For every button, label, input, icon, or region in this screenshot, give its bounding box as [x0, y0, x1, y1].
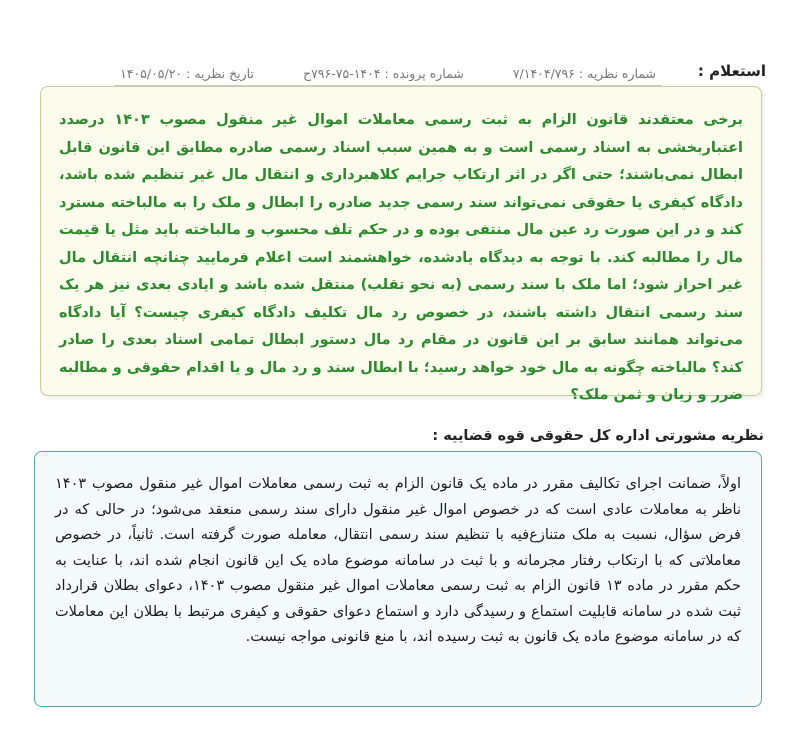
opinion-text: اولاً، ضمانت اجرای تکالیف مقرر در ماده یک قانون الزام به ثبت رسمی معاملات اموال غیر منقول مصوب ۱۴۰۳ ناظر به معاملات عادی است که در خصوص اموال غیر منقول دارای سند رسمی منعقد می‌شود؛ در حالی که در فرض سؤال، نسبت به ملک متنازع‌فیه با تنظیم سند رسمی انتقال، معامله صورت گرفته است. ثانیاً، در خصوص معاملاتی که با ارتکاب رفتار مجرمانه و با ثبت در سامانه موضوع ماده یک این قانون انجام شده اند، با عنایت به حکم مقرر در ماده ۱۳ قانون الزام به ثبت رسمی معاملات اموال غیر منقول مصوب ۱۴۰۳، دعوای بطلان قرارداد ثبت شده در سامانه قابلیت استماع و رسیدگی دارد و استماع دعوای حقوقی و کیفری مرتبط با بطلان این معاملات که در سامانه موضوع ماده یک قانون به ثبت رسیده اند، با منع قانونی مواجه نیست.: [55, 476, 741, 645]
inquiry-question-text: برخی معتقدند قانون الزام به ثبت رسمی معاملات اموال غیر منقول مصوب ۱۴۰۳ درصدد اعتباربخشی به اسناد رسمی است و به همین سبب اسناد رسمی صادره مطابق این قانون قابل ابطال نمی‌باشند؛ حتی اگر در اثر ارتکاب جرایم کلاهبرداری و انتقال مال غیر تنظیم شده باشد، دادگاه کیفری یا حقوقی نمی‌تواند سند رسمی جدید صادره را ابطال و ملک را به مالباخته مسترد کند و در این صورت رد عین مال منتفی بوده و در حکم تلف محسوب و مالباخته باید مثل یا قیمت مال را مطالبه کند. با توجه به دیدگاه یادشده، خواهشمند است اعلام فرمایید چنانچه انتقال مال غیر احراز شود؛ اما ملک با سند رسمی (به نحو تقلب) منتقل شده باشد و ایادی بعدی نیز هر یک سند رسمی انتقال داشته باشند، در خصوص رد مال تکلیف دادگاه کیفری چیست؟ آیا دادگاه می‌تواند همانند سابق بر این قانون در مقام رد مال دستور ابطال تمامی اسناد بعدی را صادر کند؟ مالباخته چگونه به مال خود خواهد رسید؛ با ابطال سند و رد مال و یا اقدام حقوقی و مطالبه ضرر و زیان و ثمن ملک؟: [59, 112, 743, 403]
opinion-date: تاریخ نظریه : ۱۴۰۵/۰۵/۲۰: [120, 66, 254, 81]
opinion-box: [34, 451, 762, 707]
inquiry-meta-bar: [114, 62, 662, 86]
inquiry-heading: استعلام :: [697, 62, 766, 80]
opinion-heading: نظریه مشورتی اداره کل حقوقی قوه قضاییه :: [432, 428, 764, 444]
inquiry-box: [40, 86, 762, 403]
opinion-number: شماره نظریه : ۷/۱۴۰۴/۷۹۶: [512, 66, 656, 81]
file-number: شماره پرونده : ۱۴۰۴-۷۵-۷۹۶ح: [303, 66, 464, 81]
